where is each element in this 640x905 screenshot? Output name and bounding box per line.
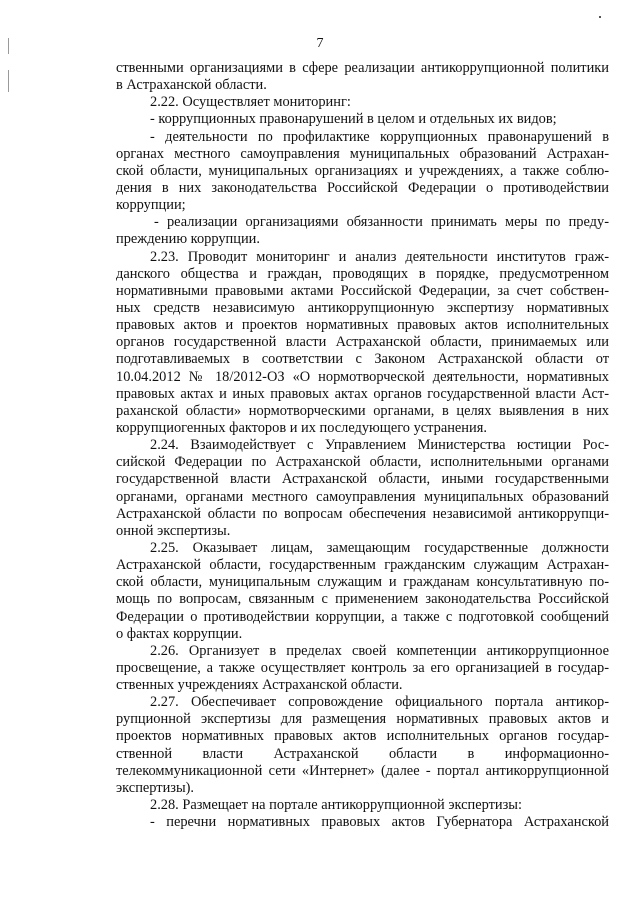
text-line: коррупциогенных факторов и их последующего устранения. (116, 419, 487, 436)
text-line: ской области, муниципальных организациях и учреждениях, а также соблю- (116, 162, 609, 179)
text-line: ственных учреждениях Астраханской области. (116, 677, 403, 694)
text-line: просвещение, а также осуществляет контроль за его организацией в государ- (116, 659, 609, 676)
page-number: 7 (316, 36, 324, 51)
text-line: нормативными правовыми актами Российской Федерации, за счет собствен- (116, 282, 609, 299)
text-line: Федерации о противодействии коррупции, а также с подготовкой сообщений (116, 608, 609, 625)
text-line: рупционной экспертизы для размещения нормативных правовых актов и (116, 711, 609, 728)
text-line: коррупции; (116, 197, 186, 214)
clause-heading: 2.22. Осуществляет мониторинг: (150, 94, 351, 111)
text-line: телекоммуникационной сети «Интернет» (далее - портал антикоррупционной (116, 762, 609, 779)
text-line: правовых актах и иных правовых актах органов государственной власти Аст- (116, 385, 609, 402)
text-line: дения в них законодательства Российской Федерации о противодействии (116, 179, 609, 196)
text-line: в Астраханской области. (116, 77, 267, 94)
clause-paragraph: 2.27. Обеспечивает сопровождение официального портала антикор- (150, 694, 609, 711)
list-item: - реализации организациями обязанности принимать меры по преду- (154, 214, 609, 231)
clause-paragraph: 2.25. Оказывает лицам, замещающим государственные должности (150, 539, 609, 556)
text-line: подготавливаемых в соответствии с Законом Астраханской области от (116, 351, 609, 368)
clause-paragraph: 2.23. Проводит мониторинг и анализ деятельности институтов граж- (150, 248, 609, 265)
text-line: о фактах коррупции. (116, 625, 243, 642)
text-line: ственной власти Астраханской области в информационно- (116, 745, 609, 762)
clause-paragraph: 2.26. Организует в пределах своей компетенции антикоррупционное (150, 642, 609, 659)
list-item: - перечни нормативных правовых актов Губернатора Астраханской (150, 814, 609, 831)
text-line: органов государственной власти Астраханской области, принимаемых или (116, 334, 609, 351)
text-line: органами, органами местного самоуправления муниципальных образований (116, 488, 609, 505)
clause-heading: 2.28. Размещает на портале антикоррупционной экспертизы: (150, 797, 522, 814)
text-line: сийской Федерации по Астраханской области, исполнительными органами (116, 454, 609, 471)
text-line: преждению коррупции. (116, 231, 260, 248)
text-line: онной экспертизы. (116, 522, 231, 539)
text-line: органах местного самоуправления муниципальных образований Астрахан- (116, 145, 609, 162)
text-line: раханской области» нормотворческими органами, в целях выявления в них (116, 402, 609, 419)
clause-paragraph: 2.24. Взаимодействует с Управлением Министерства юстиции Рос- (150, 437, 609, 454)
text-line: мощь по вопросам, связанным с применением законодательства Российской (116, 591, 609, 608)
text-line: Астраханской области по вопросам обеспечения независимой антикоррупци- (116, 505, 609, 522)
text-line: ственными организациями в сфере реализации антикоррупционной политики (116, 60, 609, 76)
text-line: государственной власти Астраханской области, иными государственными (116, 471, 609, 488)
list-item: - коррупционных правонарушений в целом и отдельных их видов; (150, 111, 557, 128)
text-line: проектов нормативных правовых актов исполнительных органов государ- (116, 728, 609, 745)
text-line: 10.04.2012 № 18/2012-ОЗ «О нормотворческой деятельности, нормативных (116, 368, 609, 385)
scan-speck (599, 16, 601, 18)
text-line: данского общества и граждан, проводящих в порядке, предусмотренном (116, 265, 609, 282)
text-line: правовых актов и проектов нормативных правовых актов исполнительных (116, 317, 609, 334)
text-line: экспертизы). (116, 779, 195, 796)
text-line: ской области, муниципальным служащим и гражданам консультативную по- (116, 574, 609, 591)
binding-mark (8, 70, 9, 92)
list-item: - деятельности по профилактике коррупционных правонарушений в (150, 128, 609, 145)
text-line: Астраханской области, государственным гражданским служащим Астрахан- (116, 557, 609, 574)
document-body (116, 60, 609, 831)
text-line: ных средств независимую антикоррупционную экспертизу нормативных (116, 299, 609, 316)
